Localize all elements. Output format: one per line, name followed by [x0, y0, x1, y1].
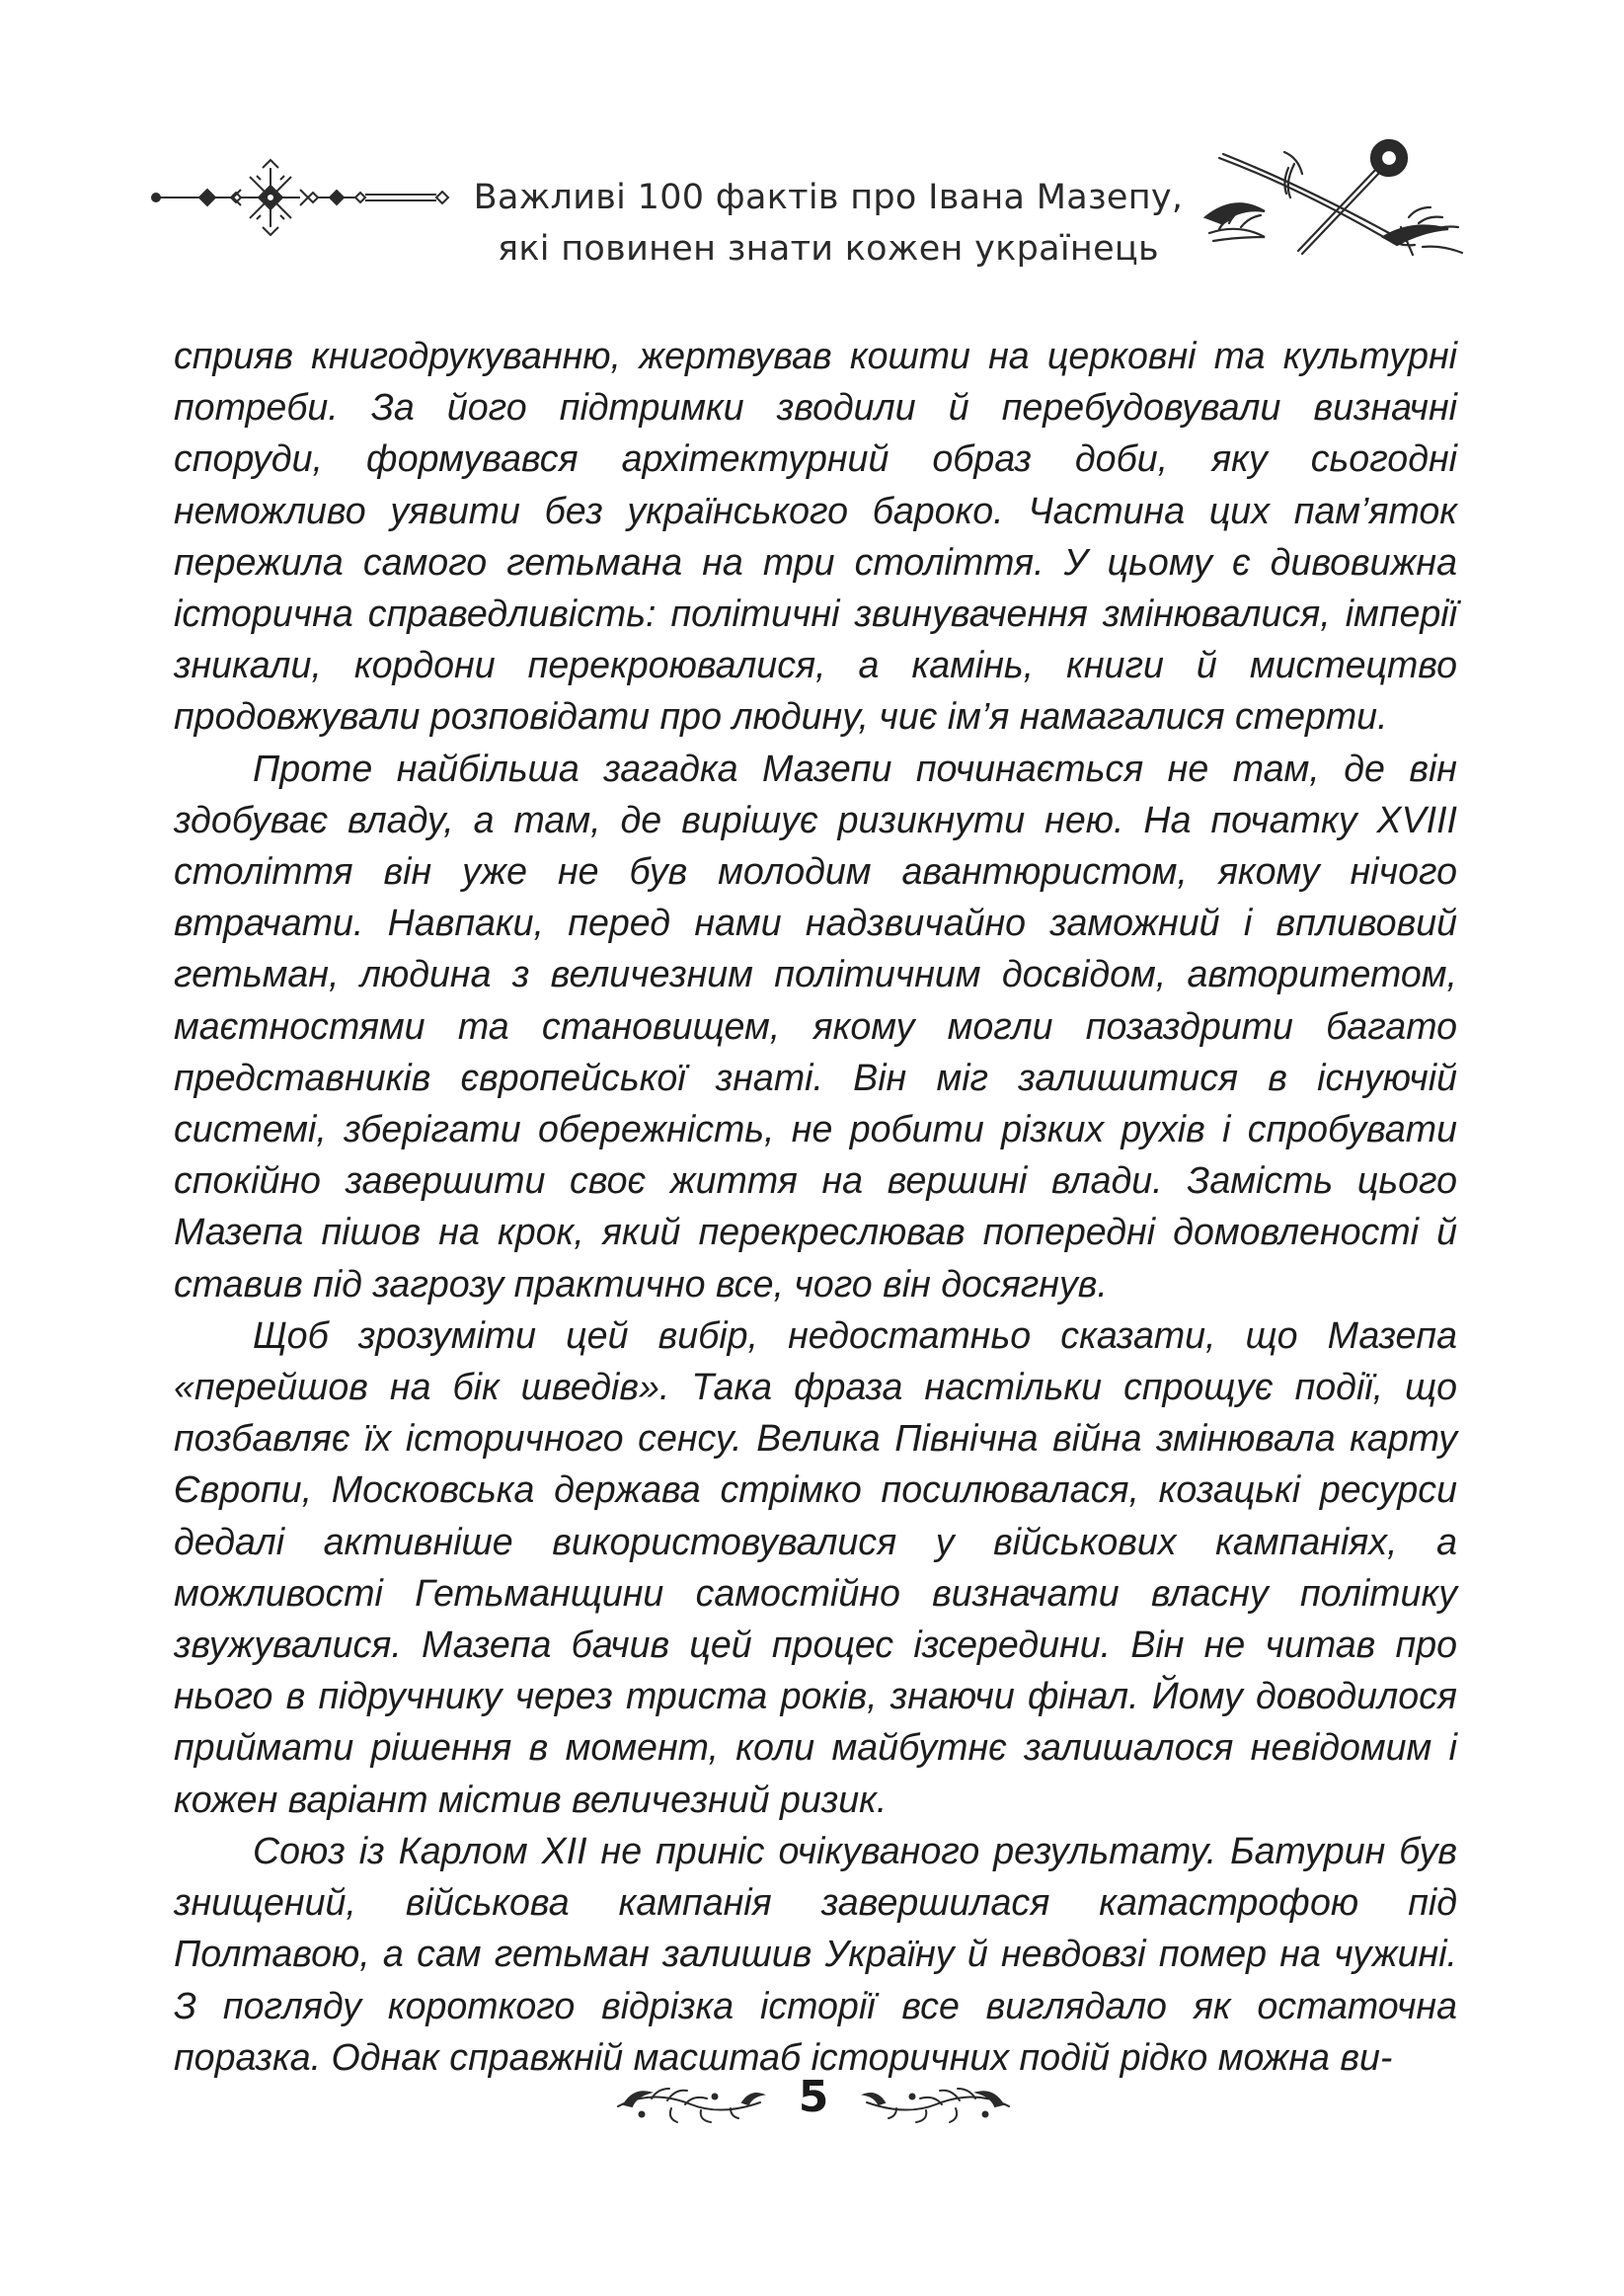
page-number: 5 [798, 2072, 829, 2122]
header-title-line-1: Важливі 100 фактів про Івана Мазепу, [473, 178, 1184, 217]
header-title-line-2: які повинен знати кожен українець [498, 229, 1159, 269]
paragraph: сприяв книгодрукуванню, жертвував кошти на церковні та культурні потреби. За його підтримки зводили й перебудовували визначні споруди, формувався архітектурний образ доби, яку сьогодні неможливо уявити без українського бароко. Частина цих пам’яток пережила самого гетьмана на три століття. У цьому є дивовижна історична справедливість: політичні звинувачення змінювалися, імперії зникали, кордони перекроювалися, а камінь, книги й мистецтво продовжували розповідати про людину, чиє ім’я намагалися стерти. [174, 335, 1457, 738]
paragraph: Щоб зрозуміти цей вибір, недостатньо сказати, що Мазепа «перейшов на бік шведів». Така фраза настільки спрощує події, що позбавляє їх історичного сенсу. Велика Північна війна змінювала карту Європи, Московська держава стрімко посилювалася, козацькі ресурси дедалі активніше використовувалися у військових кампаніях, а можливості Гетьманщини самостійно визначати власну політику звужувалися. Мазепа бачив цей процес ізсередини. Він не читав про нього в підручнику через триста років, знаючи фінал. Йому доводилося приймати рішення в момент, коли майбутнє залишалося невідомим і кожен варіант містив величезний ризик. [174, 1313, 1457, 1820]
mace-and-sabre-icon [1190, 128, 1476, 267]
paragraph: Союз із Карлом XII не приніс очікуваного результату. Батурин був знищений, військова кампанія завершилася катастрофою під Полтавою, а сам гетьман залишив Україну й невдовзі помер на чужині. З погляду короткого відрізка історії все виглядало як остаточна поразка. Однак справжній масштаб історичних подій рідко можна ви- [174, 1829, 1457, 2078]
floral-scroll-icon [857, 2079, 1015, 2128]
floral-scroll-icon [612, 2079, 770, 2128]
page-header [0, 128, 1624, 277]
page-footer [0, 2059, 1624, 2148]
snowflake-ornament-icon [150, 148, 466, 247]
paragraph: Проте найбільша загадка Мазепи починається не там, де він здобуває владу, а там, де вирішує ризикнути нею. На початку XVIII століття він уже не був молодим авантюристом, якому нічого втрачати. Навпаки, перед нами надзвичайно заможний і впливовий гетьман, людина з величезним політичним досвідом, авторитетом, маєтностями та становищем, якому могли позаздрити багато представників європейської знаті. Він міг залишитися в існуючій системі, зберігати обережність, не робити різких рухів і спробувати спокійно завершити своє життя на вершині влади. Замість цього Мазепа пішов на крок, який перекреслював попередні домовленості й ставив під загрозу практично все, чого він досягнув. [174, 747, 1457, 1305]
body-text [174, 330, 1457, 2083]
running-header-title [472, 172, 1185, 275]
